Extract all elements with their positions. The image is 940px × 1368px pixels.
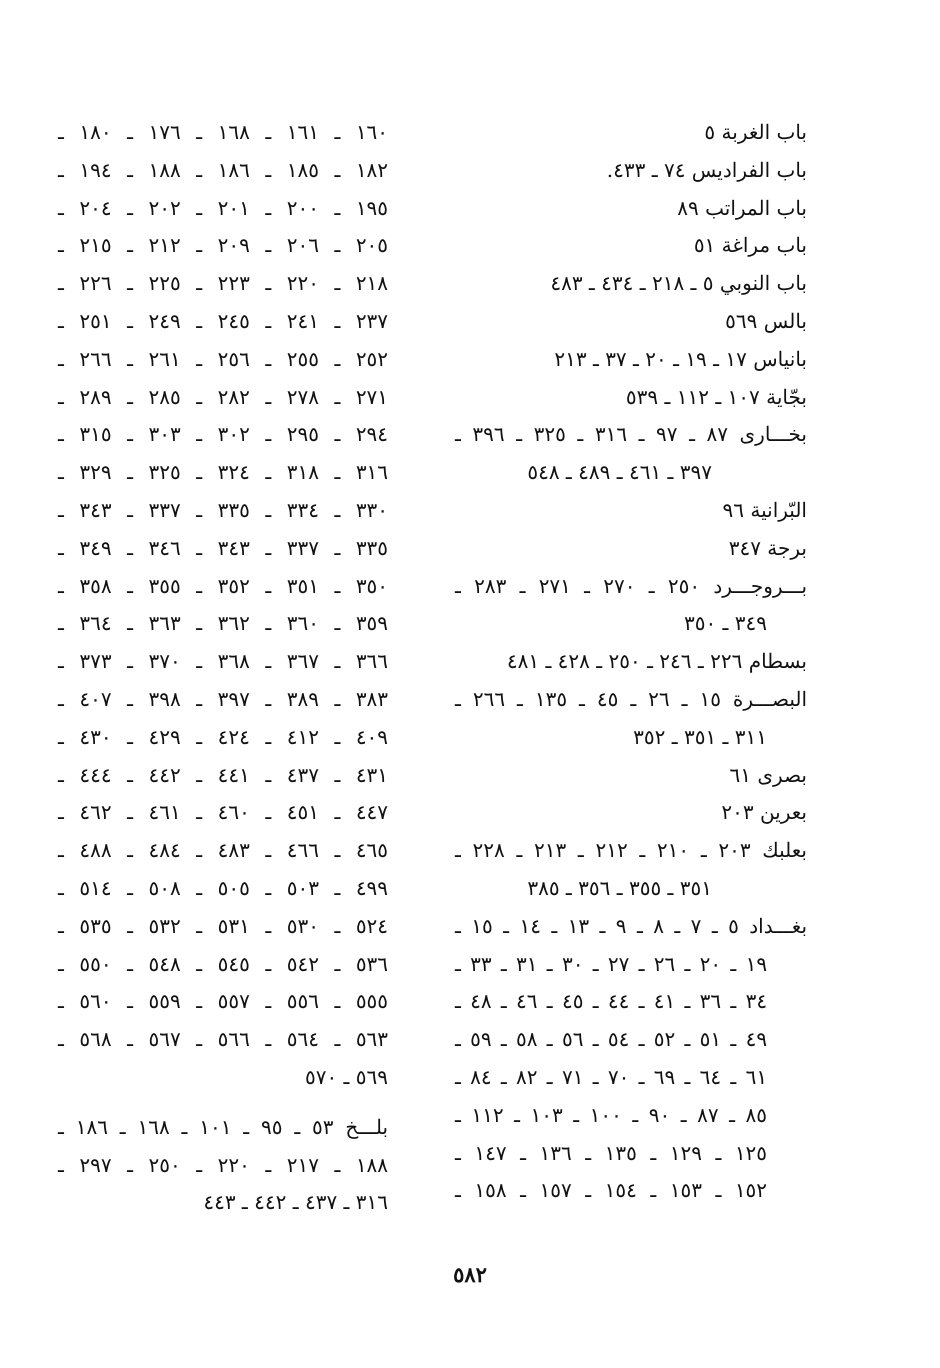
index-entry-line: ٢١٨ ـ ٢٢٠ ـ ٢٢٣ ـ ٢٢٥ ـ ٢٢٦ ـ: [58, 271, 389, 296]
page-number: ٥٨٢: [453, 1262, 487, 1287]
index-entry-line: ١٦٠ ـ ١٦١ ـ ١٦٨ ـ ١٧٦ ـ ١٨٠ ـ: [58, 120, 389, 144]
index-entry-line: ٣٥٠ ـ ٣٥١ ـ ٣٥٢ ـ ٣٥٥ ـ ٣٥٨ ـ: [58, 573, 389, 598]
index-entry-line: ١٢٥ ـ ١٢٩ ـ ١٣٥ ـ ١٣٦ ـ ١٤٧ ـ: [455, 1140, 768, 1165]
index-entry-line: بغـــداد ٥ ـ ٧ ـ ٨ ـ ٩ ـ ١٣ ـ ١٤ ـ ١٥ ـ: [455, 913, 808, 938]
index-entry-line: بجّاية ١٠٧ ـ ١١٢ ـ ٥٣٩: [625, 384, 807, 409]
index-entry-line: برجة ٣٤٧: [728, 535, 807, 560]
index-entry-line: ٢٧١ ـ ٢٧٨ ـ ٢٨٢ ـ ٢٨٥ ـ ٢٨٩ ـ: [58, 384, 389, 409]
index-entry-line: باب المراتب ٨٩: [677, 195, 807, 220]
index-entry-line: ١٩٥ ـ ٢٠٠ ـ ٢٠١ ـ ٢٠٢ ـ ٢٠٤ ـ: [58, 195, 389, 220]
index-entry-line: ٣١٦ ـ ٤٣٧ ـ ٤٤٢ ـ ٤٤٣: [203, 1190, 388, 1215]
index-column-right: [455, 114, 807, 1210]
index-entry-line: ٤٩ ـ ٥١ ـ ٥٢ ـ ٥٤ ـ ٥٦ ـ ٥٨ ـ ٥٩ ـ: [455, 1027, 768, 1052]
index-column-left: [58, 114, 388, 1222]
index-entry-line: ٣٣٥ ـ ٣٣٧ ـ ٣٤٣ ـ ٣٤٦ ـ ٣٤٩ ـ: [58, 535, 389, 560]
index-entry-line: بعلبك ٢٠٣ ـ ٢١٠ ـ ٢١٢ ـ ٢١٣ ـ ٢٢٨ ـ: [455, 838, 807, 863]
entry-gap: [58, 1097, 388, 1109]
index-entry-line: ٥٢٤ ـ ٥٣٠ ـ ٥٣١ ـ ٥٣٢ ـ ٥٣٥ ـ: [58, 913, 389, 938]
index-entry-line: ٢٩٤ ـ ٢٩٥ ـ ٣٠٢ ـ ٣٠٣ ـ ٣١٥ ـ: [58, 422, 389, 447]
index-entry-line: ٣٥١ ـ ٣٥٥ ـ ٣٥٦ ـ ٣٨٥: [527, 875, 712, 900]
index-entry-line: البصـــرة ١٥ ـ ٢٦ ـ ٤٥ ـ ١٣٥ ـ ٢٦٦ ـ: [455, 686, 808, 711]
index-entry-line: ٣٨٣ ـ ٣٨٩ ـ ٣٩٧ ـ ٣٩٨ ـ ٤٠٧ ـ: [58, 686, 389, 711]
index-entry-line: البّرانية ٩٦: [722, 497, 807, 522]
index-entry-line: ٣٥٩ ـ ٣٦٠ ـ ٣٦٢ ـ ٣٦٣ ـ ٣٦٤ ـ: [58, 611, 389, 636]
index-entry-line: ٤٩٩ ـ ٥٠٣ ـ ٥٠٥ ـ ٥٠٨ ـ ٥١٤ ـ: [58, 875, 389, 900]
index-entry-line: ٥٦٩ ـ ٥٧٠: [304, 1064, 388, 1089]
index-entry-line: ٢٠٥ ـ ٢٠٦ ـ ٢٠٩ ـ ٢١٢ ـ ٢١٥ ـ: [58, 233, 389, 258]
index-entry-line: ٤٦٥ ـ ٤٦٦ ـ ٤٨٣ ـ ٤٨٤ ـ ٤٨٨ ـ: [58, 838, 389, 863]
index-entry-line: ٣٤٩ ـ ٣٥٠: [683, 611, 767, 636]
index-entry-line: ٣٦٦ ـ ٣٦٧ ـ ٣٦٨ ـ ٣٧٠ ـ ٣٧٣ ـ: [58, 649, 389, 674]
index-entry-line: ٤٤٧ ـ ٤٥١ ـ ٤٦٠ ـ ٤٦١ ـ ٤٦٢ ـ: [58, 800, 389, 825]
index-entry-line: بخـــارى ٨٧ ـ ٩٧ ـ ٣١٦ ـ ٣٢٥ ـ ٣٩٦ ـ: [455, 422, 807, 447]
index-entry-line: بـــروجـــرد ٢٥٠ ـ ٢٧٠ ـ ٢٧١ ـ ٢٨٣ ـ: [455, 573, 808, 598]
index-entry-line: ٤٠٩ ـ ٤١٢ ـ ٤٢٤ ـ ٤٢٩ ـ ٤٣٠ ـ: [58, 724, 389, 749]
index-entry-line: بانياس ١٧ ـ ١٩ ـ ٢٠ ـ ٣٧ ـ ٢١٣: [554, 346, 807, 371]
index-entry-line: ٦١ ـ ٦٤ ـ ٦٩ ـ ٧٠ ـ ٧١ ـ ٨٢ ـ ٨٤ ـ: [455, 1064, 768, 1089]
index-entry-line: ١٥٢ ـ ١٥٣ ـ ١٥٤ ـ ١٥٧ ـ ١٥٨ ـ: [455, 1178, 768, 1203]
index-entry-line: باب مراغة ٥١: [693, 233, 807, 258]
index-entry-line: ٥٦٣ ـ ٥٦٤ ـ ٥٦٦ ـ ٥٦٧ ـ ٥٦٨ ـ: [58, 1027, 389, 1052]
index-entry-line: باب الغربة ٥: [704, 120, 807, 144]
index-entry-line: باب النوبي ٥ ـ ٢١٨ ـ ٤٣٤ ـ ٤٨٣: [550, 271, 807, 296]
index-entry-line: بسطام ٢٢٦ ـ ٢٤٦ ـ ٢٥٠ ـ ٤٢٨ ـ ٤٨١: [506, 649, 807, 674]
index-entry-line: بعرين ٢٠٣: [721, 800, 807, 825]
index-entry-line: بالس ٥٦٩: [725, 308, 807, 333]
index-entry-line: ٨٥ ـ ٨٧ ـ ٩٠ ـ ١٠٠ ـ ١٠٣ ـ ١١٢ ـ: [455, 1102, 767, 1127]
index-entry-line: ٣٤ ـ ٣٦ ـ ٤١ ـ ٤٤ ـ ٤٥ ـ ٤٦ ـ ٤٨ ـ: [455, 989, 768, 1014]
index-entry-line: ٣٣٠ ـ ٣٣٤ ـ ٣٣٥ ـ ٣٣٧ ـ ٣٤٣ ـ: [58, 497, 389, 522]
index-entry-line: ٥٥٥ ـ ٥٥٦ ـ ٥٥٧ ـ ٥٥٩ ـ ٥٦٠ ـ: [58, 989, 389, 1014]
index-entry-line: ٣١٦ ـ ٣١٨ ـ ٣٢٤ ـ ٣٢٥ ـ ٣٢٩ ـ: [58, 460, 389, 485]
index-entry-line: ٤٣١ ـ ٤٣٧ ـ ٤٤١ ـ ٤٤٢ ـ ٤٤٤ ـ: [58, 762, 389, 787]
index-entry-line: ٢٥٢ ـ ٢٥٥ ـ ٢٥٦ ـ ٢٦١ ـ ٢٦٦ ـ: [58, 346, 389, 371]
index-entry-line: ١٩ ـ ٢٠ ـ ٢٦ ـ ٢٧ ـ ٣٠ ـ ٣١ ـ ٣٣ ـ: [455, 951, 768, 976]
index-entry-line: ٢٣٧ ـ ٢٤١ ـ ٢٤٥ ـ ٢٤٩ ـ ٢٥١ ـ: [58, 308, 389, 333]
index-entry-line: ٣١١ ـ ٣٥١ ـ ٣٥٢: [633, 724, 767, 749]
index-entry-line: ٣٩٧ ـ ٤٦١ ـ ٤٨٩ ـ ٥٤٨: [527, 460, 712, 485]
index-entry-line: بصرى ٦١: [729, 762, 807, 787]
index-entry-line: ٥٣٦ ـ ٥٤٢ ـ ٥٤٥ ـ ٥٤٨ ـ ٥٥٠ ـ: [58, 951, 389, 976]
index-entry-line: ١٨٨ ـ ٢١٧ ـ ٢٢٠ ـ ٢٥٠ ـ ٢٩٧ ـ: [58, 1152, 389, 1177]
index-entry-line: باب الفراديس ٧٤ ـ ٤٣٣.: [606, 157, 807, 182]
index-entry-line: ١٨٢ ـ ١٨٥ ـ ١٨٦ ـ ١٨٨ ـ ١٩٤ ـ: [58, 157, 389, 182]
index-entry-line: بلـــخ ٥٣ ـ ٩٥ ـ ١٠١ ـ ١٦٨ ـ ١٨٦ ـ: [58, 1114, 389, 1139]
